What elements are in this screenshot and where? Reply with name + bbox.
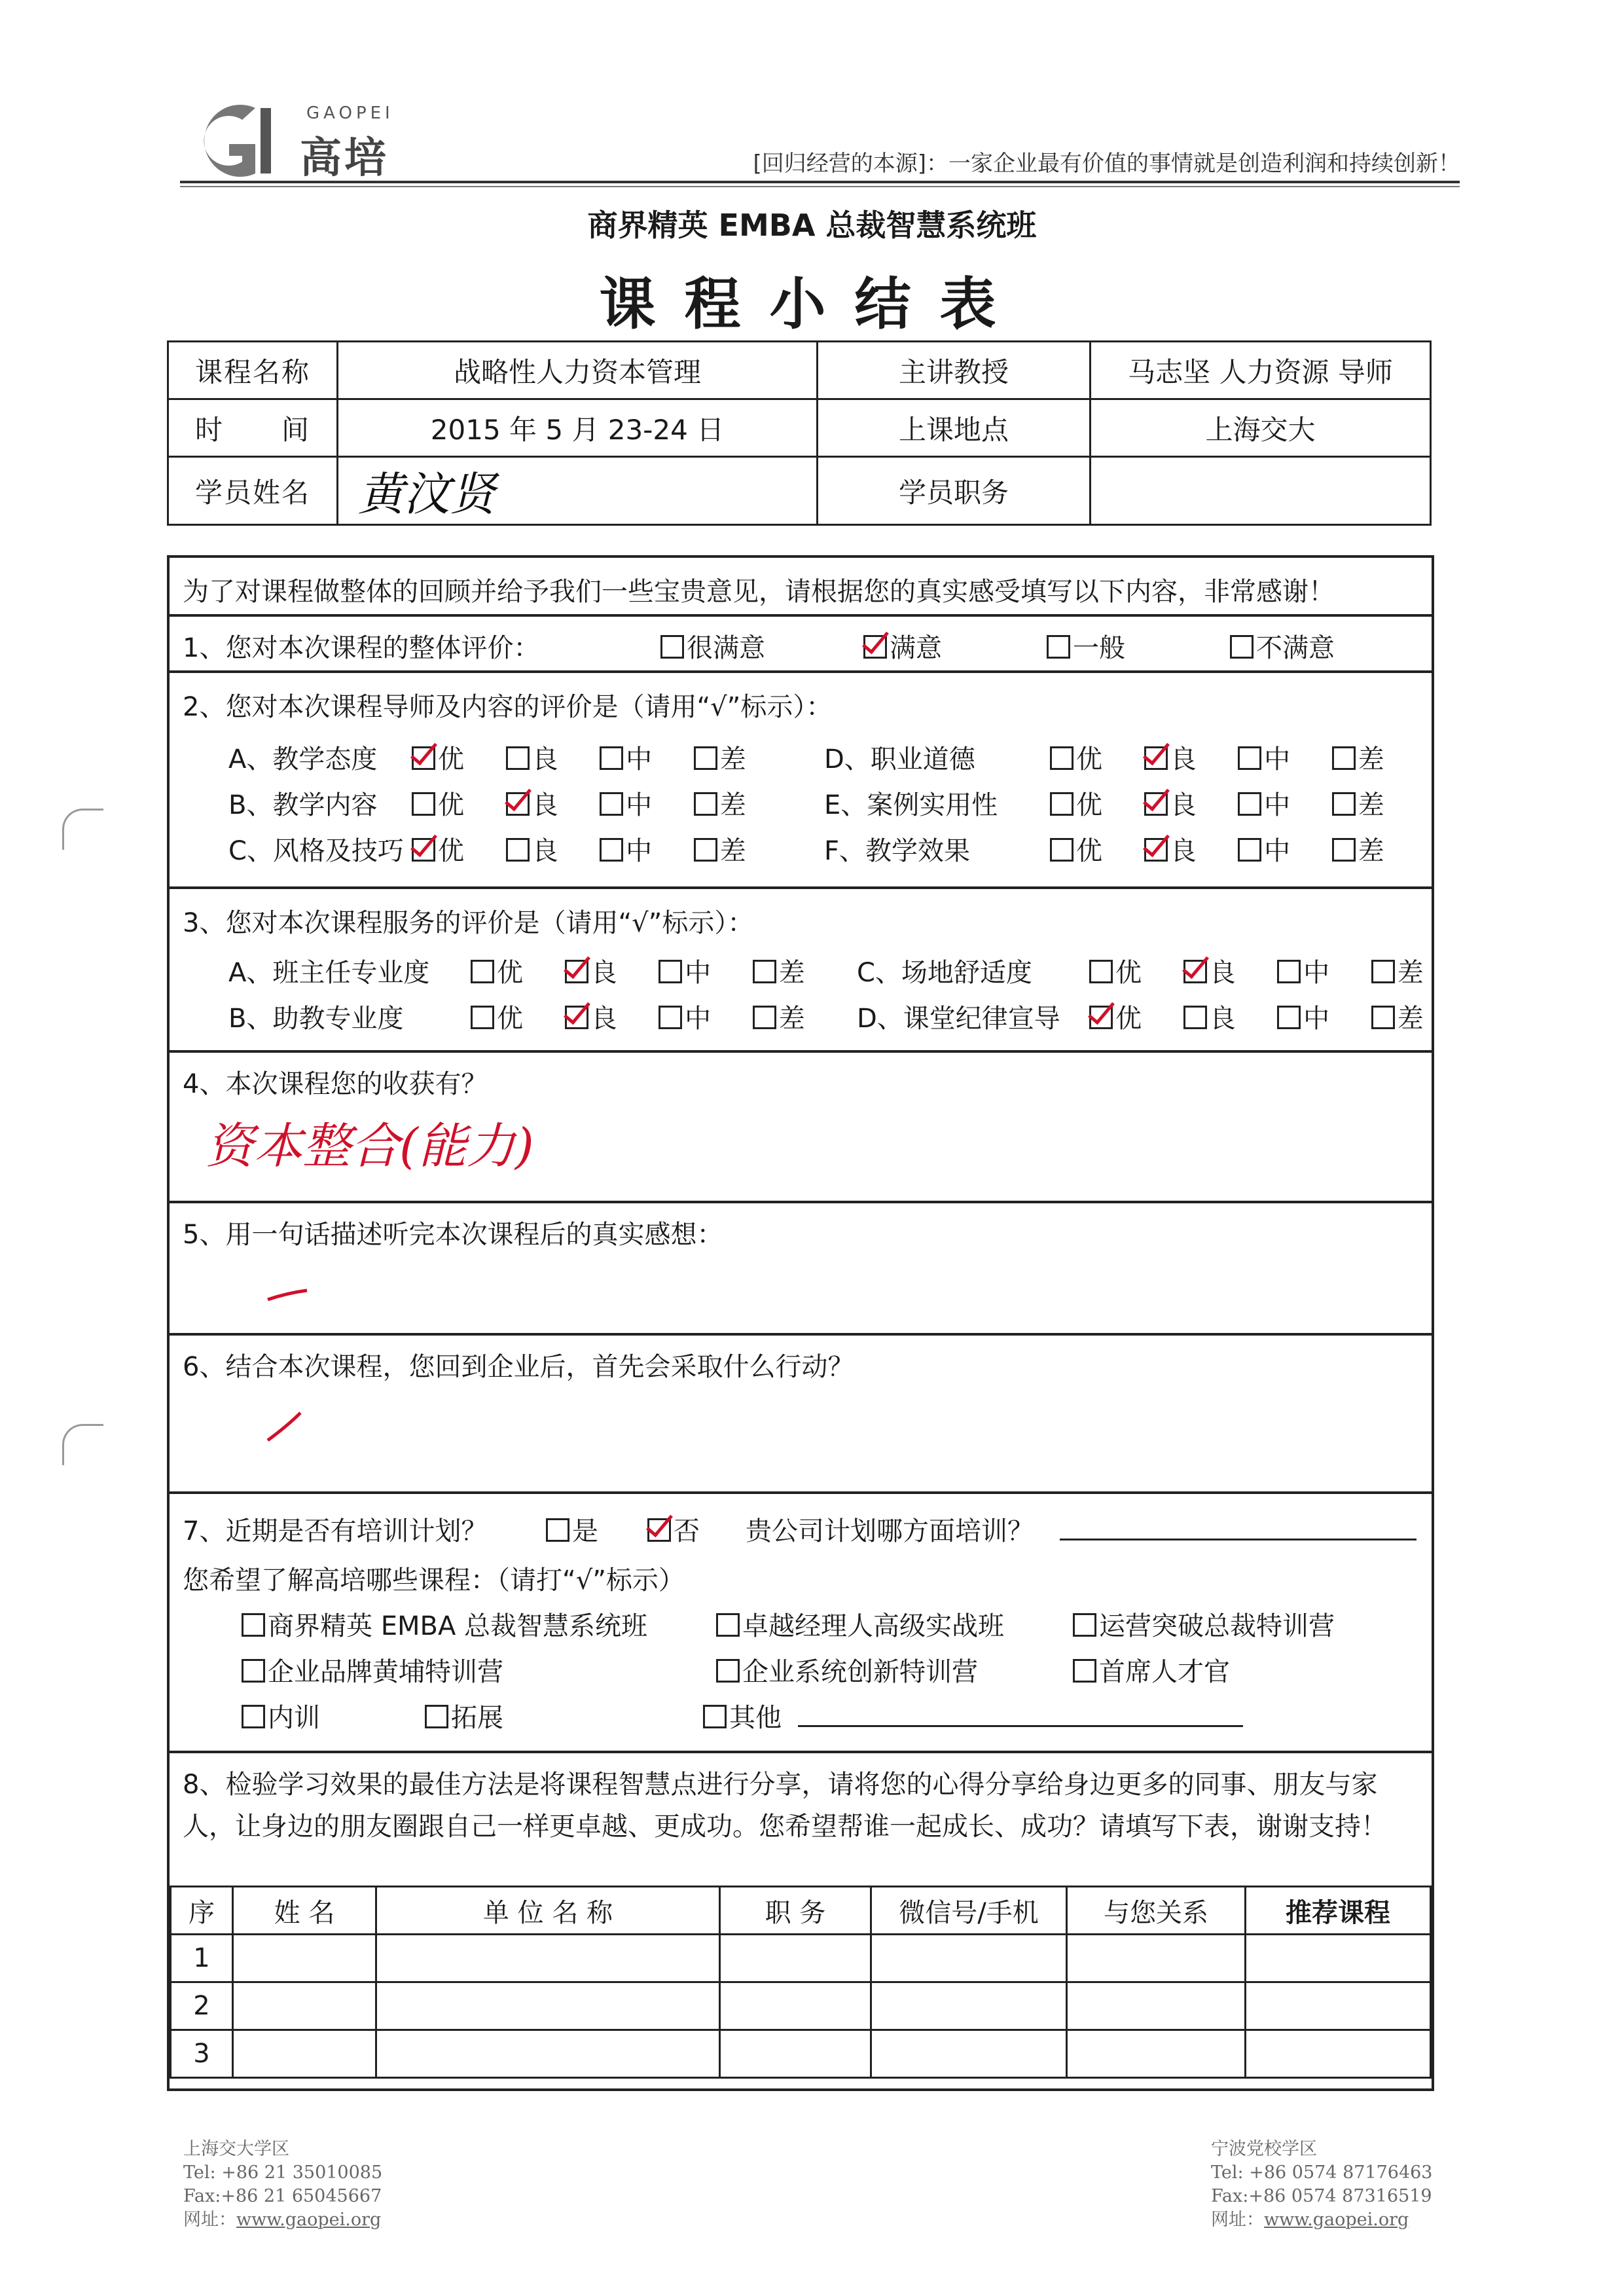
course-name-label: 课程名称 — [168, 342, 338, 399]
q2-item-label: C、风格及技巧 — [228, 836, 404, 866]
col-header: 微信号/手机 — [871, 1887, 1067, 1935]
student-position-label: 学员职务 — [818, 457, 1091, 525]
checkbox-checked — [1144, 792, 1168, 816]
referral-table-wrapper — [170, 1886, 1432, 2088]
punch-hole — [62, 809, 103, 850]
checkbox — [1050, 746, 1074, 770]
campus-fax: Fax:+86 0574 87316519 — [1211, 2186, 1432, 2206]
time-value[interactable]: 2015 年 5 月 23-24 日 — [338, 399, 818, 457]
q1-option-unsatisfied[interactable]: 不满意 — [1230, 627, 1335, 665]
q2-item-label: B、教学内容 — [228, 790, 378, 820]
q2-d-ratings[interactable]: 优 良 中 差 — [1050, 738, 1384, 776]
survey-form — [167, 555, 1434, 2091]
table-row — [171, 1982, 1431, 2030]
checkbox — [659, 1006, 682, 1029]
course-option-manager[interactable]: 卓越经理人高级实战班 — [716, 1605, 1004, 1643]
col-header: 序 — [171, 1887, 233, 1935]
q2-c-ratings[interactable]: 优 良 中 差 — [412, 830, 746, 867]
q7-courses-question: 您希望了解高培哪些课程：（请打“√”标示） — [183, 1565, 685, 1595]
q2-e-ratings[interactable]: 优 良 中 差 — [1050, 784, 1384, 822]
checkbox — [1332, 838, 1356, 862]
checkbox — [1050, 792, 1074, 816]
q2-a-ratings[interactable]: 优 良 中 差 — [412, 738, 746, 776]
checkbox — [471, 1006, 494, 1029]
q2-item-label: E、案例实用性 — [824, 790, 998, 820]
q1-option-very-satisfied[interactable]: 很满意 — [660, 627, 765, 665]
checkbox — [1238, 746, 1261, 770]
course-option-other[interactable]: 其他 — [703, 1697, 782, 1734]
q7-plan-question: 贵公司计划哪方面培训？ — [746, 1516, 1034, 1546]
checkbox-checked — [1183, 960, 1207, 983]
q5-dash-mark-icon — [261, 1281, 314, 1307]
checkbox — [753, 1006, 776, 1029]
q3-c-ratings[interactable]: 优 良 中 差 — [1089, 952, 1424, 989]
web-label: 网址： — [1211, 2210, 1264, 2230]
course-option-operations[interactable]: 运营突破总裁特训营 — [1073, 1605, 1335, 1643]
q3-text: 3、您对本次课程服务的评价是（请用“√”标示）： — [183, 908, 754, 938]
checkbox-checked — [565, 1006, 588, 1029]
course-option-emba[interactable]: 商界精英 EMBA 总裁智慧系统班 — [242, 1605, 647, 1643]
checkbox — [1277, 960, 1301, 983]
checkbox — [242, 1659, 265, 1683]
checkbox — [716, 1659, 740, 1683]
checkbox-checked — [1089, 1006, 1113, 1029]
checkbox-checked — [565, 960, 588, 983]
checkbox — [1050, 838, 1074, 862]
header-divider-thin — [180, 186, 1460, 187]
checkbox[interactable] — [660, 635, 684, 659]
q2-b-ratings[interactable]: 优 良 中 差 — [412, 784, 746, 822]
col-header: 推荐课程 — [1246, 1887, 1431, 1935]
lecturer-label: 主讲教授 — [818, 342, 1091, 399]
gaopei-logo-icon — [177, 98, 288, 183]
checkbox-checked — [647, 1518, 671, 1542]
row-number: 1 — [171, 1935, 233, 1982]
checkbox — [506, 838, 530, 862]
q3-item-label: C、场地舒适度 — [857, 958, 1032, 988]
checkbox — [1277, 1006, 1301, 1029]
checkbox[interactable] — [1047, 635, 1070, 659]
course-option-outdoor[interactable]: 拓展 — [425, 1697, 503, 1734]
checkbox[interactable] — [1230, 635, 1254, 659]
checkbox — [600, 746, 623, 770]
web-label: 网址： — [183, 2210, 236, 2230]
row-number: 2 — [171, 1982, 233, 2030]
col-header: 与您关系 — [1067, 1887, 1246, 1935]
course-other-input[interactable] — [798, 1694, 1243, 1727]
campus-name: 上海交大学区 — [183, 2139, 289, 2159]
course-name-value[interactable]: 战略性人力资本管理 — [338, 342, 818, 399]
q7-text: 7、近期是否有培训计划？ — [183, 1516, 488, 1546]
checkbox — [1089, 960, 1113, 983]
q1-option-satisfied[interactable]: 满意 — [863, 627, 942, 665]
col-header: 姓 名 — [233, 1887, 376, 1935]
q2-item-label: F、教学效果 — [824, 836, 971, 866]
checkbox — [694, 838, 717, 862]
punch-hole — [62, 1424, 103, 1465]
place-value[interactable]: 上海交大 — [1091, 399, 1431, 457]
checkbox — [703, 1705, 727, 1728]
q3-a-ratings[interactable]: 优 良 中 差 — [471, 952, 805, 989]
campus-tel: Tel: +86 0574 87176463 — [1211, 2162, 1433, 2183]
slogan: [回归经营的本源]：一家企业最有价值的事情就是创造利润和持续创新！ — [753, 151, 1460, 177]
student-position-field[interactable] — [1091, 457, 1431, 525]
form-title: 课程小结表 — [599, 272, 1025, 337]
q3-item-label: B、助教专业度 — [228, 1004, 404, 1034]
checkbox — [694, 746, 717, 770]
checkbox — [694, 792, 717, 816]
q2-text: 2、您对本次课程导师及内容的评价是（请用“√”标示）： — [183, 692, 833, 722]
checkbox — [412, 792, 435, 816]
q1-text: 1、您对本次课程的整体评价： — [183, 633, 540, 663]
campus-fax: Fax:+86 21 65045667 — [183, 2186, 382, 2206]
row-number: 3 — [171, 2030, 233, 2078]
lecturer-value[interactable]: 马志坚 人力资源 导师 — [1091, 342, 1431, 399]
checkbox — [471, 960, 494, 983]
course-option-innovation[interactable]: 企业系统创新特训营 — [716, 1651, 978, 1688]
checkbox — [506, 746, 530, 770]
table-row — [171, 2030, 1431, 2078]
table-row — [171, 1935, 1431, 1982]
checkbox-checked — [412, 838, 435, 862]
checkbox — [242, 1613, 265, 1637]
checkbox-checked — [506, 792, 530, 816]
student-name-handwriting: 黄汶贤 — [358, 467, 496, 521]
q8-text: 8、检验学习效果的最佳方法是将课程智慧点进行分享，请将您的心得分享给身边更多的同事、朋友与家人，让身边的朋友圈跟自己一样更卓越、更成功。您希望帮谁一起成长、成功？请填写下表，谢谢支持！ — [183, 1770, 1387, 1842]
footer-right — [1211, 2138, 1433, 2232]
checkbox — [1238, 792, 1261, 816]
checkbox — [546, 1518, 569, 1542]
checkbox-checked — [412, 746, 435, 770]
q3-item-label: D、课堂纪律宣导 — [857, 1004, 1060, 1034]
checkbox — [1332, 746, 1356, 770]
time-label: 时 间 — [168, 399, 338, 457]
checkbox — [1371, 960, 1395, 983]
q5-text: 5、用一句话描述听完本次课程后的真实感想： — [183, 1220, 723, 1250]
course-option-cto[interactable]: 首席人才官 — [1073, 1651, 1230, 1688]
q3-item-label: A、班主任专业度 — [228, 958, 430, 988]
col-header: 职 务 — [720, 1887, 871, 1935]
checkbox — [1371, 1006, 1395, 1029]
website-link[interactable]: www.gaopei.org — [1264, 2210, 1409, 2230]
q4-text: 4、本次课程您的收获有？ — [183, 1069, 488, 1099]
q7-plan-input[interactable] — [1060, 1507, 1416, 1540]
student-name-field[interactable] — [338, 457, 818, 525]
course-option-inhouse[interactable]: 内训 — [242, 1697, 320, 1734]
campus-tel: Tel: +86 21 35010085 — [183, 2162, 383, 2183]
referral-table — [170, 1886, 1432, 2079]
q4-answer-handwriting[interactable]: 资本整合(能力) — [206, 1118, 534, 1175]
brand-name: 高培 — [300, 134, 389, 183]
website-link[interactable]: www.gaopei.org — [236, 2210, 382, 2230]
col-header: 单 位 名 称 — [376, 1887, 720, 1935]
q7-option-no[interactable]: 否 — [647, 1510, 700, 1548]
intro-text: 为了对课程做整体的回顾并给予我们一些宝贵意见，请根据您的真实感受填写以下内容，非常感谢！ — [183, 577, 1335, 607]
checkbox — [659, 960, 682, 983]
program-subtitle: 商界精英 EMBA 总裁智慧系统班 — [587, 208, 1037, 243]
campus-name: 宁波党校学区 — [1211, 2139, 1317, 2159]
q1-option-average[interactable]: 一般 — [1047, 627, 1125, 665]
brand-latin: GAOPEI — [306, 103, 394, 123]
course-option-brand[interactable]: 企业品牌黄埔特训营 — [242, 1651, 503, 1688]
checkbox — [600, 792, 623, 816]
checkbox-checked — [1144, 746, 1168, 770]
q6-dash-mark-icon — [261, 1408, 314, 1447]
q2-item-label: A、教学态度 — [228, 744, 378, 774]
q3-d-ratings[interactable]: 优 良 中 差 — [1089, 998, 1424, 1035]
q3-b-ratings[interactable]: 优 良 中 差 — [471, 998, 805, 1035]
checkbox-checked — [1144, 838, 1168, 862]
student-name-label: 学员姓名 — [168, 457, 338, 525]
checkbox — [425, 1705, 448, 1728]
q6-text: 6、结合本次课程，您回到企业后，首先会采取什么行动？ — [183, 1352, 854, 1382]
footer-left — [183, 2138, 382, 2232]
checkbox — [1332, 792, 1356, 816]
checkbox — [242, 1705, 265, 1728]
checkbox — [1238, 838, 1261, 862]
checkbox — [600, 838, 623, 862]
checkbox — [1183, 1006, 1207, 1029]
checkbox — [753, 960, 776, 983]
place-label: 上课地点 — [818, 399, 1091, 457]
checkbox — [1073, 1659, 1096, 1683]
q7-option-yes[interactable]: 是 — [546, 1510, 598, 1548]
q2-item-label: D、职业道德 — [824, 744, 975, 774]
checkbox — [1073, 1613, 1096, 1637]
checkbox-checked[interactable] — [863, 635, 887, 659]
q2-f-ratings[interactable]: 优 良 中 差 — [1050, 830, 1384, 867]
course-info-table — [167, 340, 1432, 526]
header-divider — [180, 181, 1460, 183]
checkbox — [716, 1613, 740, 1637]
